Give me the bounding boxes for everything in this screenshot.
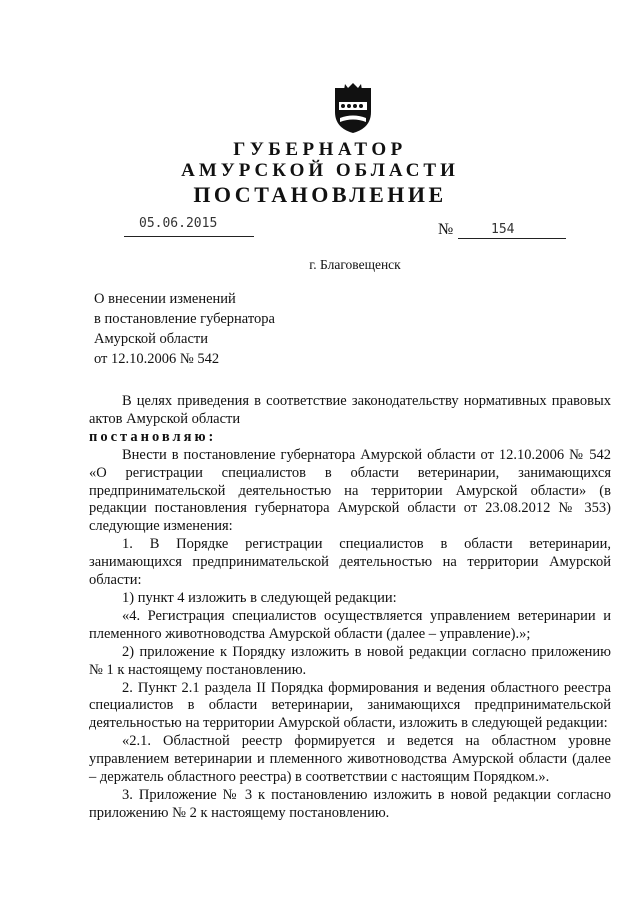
- subject-block: [94, 289, 275, 369]
- body-paragraph: «2.1. Областной реестр формируется и ведется на областном уровне управлением ветеринарии и племенного животноводства Амурской области (далее – держатель областного реестра) в соответствии с настоящим Порядком.».: [89, 733, 611, 786]
- number-underline: [458, 238, 566, 239]
- subject-line: Амурской области: [94, 331, 208, 347]
- governor-title: ГУБЕРНАТОР: [233, 139, 407, 160]
- body-paragraph: 1) пункт 4 изложить в следующей редакции:: [122, 589, 397, 606]
- preamble-paragraph: В целях приведения в соответствие законодательству нормативных правовых актов Амурской области: [89, 393, 611, 427]
- date-underline: [124, 236, 254, 237]
- body-paragraph: 2) приложение к Порядку изложить в новой редакции согласно приложению № 1 к настоящему постановлению.: [89, 643, 611, 678]
- resolve-keyword: постановляю:: [89, 428, 217, 445]
- number-sign: №: [438, 221, 454, 238]
- city-label: г. Благовещенск: [309, 257, 401, 272]
- body-paragraph: 1. В Порядке регистрации специалистов в области ветеринарии, занимающихся предпринимательской деятельностью на территории Амурской области:: [89, 536, 611, 589]
- subject-line: в постановление губернатора: [94, 311, 275, 327]
- document-number: 154: [491, 222, 515, 237]
- body-paragraph: «4. Регистрация специалистов осуществляется управлением ветеринарии и племенного животноводства Амурской области (далее – управление).»;: [89, 607, 611, 642]
- region-title: АМУРСКОЙ ОБЛАСТИ: [181, 160, 459, 181]
- document-date: 05.06.2015: [139, 216, 218, 231]
- body-paragraph: 3. Приложение № 3 к постановлению изложить в новой редакции согласно приложению № 2 к настоящему постановлению.: [89, 786, 611, 821]
- document-type-title: ПОСТАНОВЛЕНИЕ: [193, 182, 447, 207]
- coat-of-arms-emblem: [331, 82, 375, 134]
- document-body: [89, 393, 611, 823]
- subject-line: О внесении изменений: [94, 291, 236, 307]
- body-paragraph: 2. Пункт 2.1 раздела II Порядка формирования и ведения областного реестра специалистов в области ветеринарии, занимающихся предпринимательской деятельностью на территории Амурской области, изложить в следующей редакции:: [89, 679, 611, 732]
- subject-line: от 12.10.2006 № 542: [94, 351, 220, 367]
- body-paragraph: Внести в постановление губернатора Амурской области от 12.10.2006 № 542 «О регистрации специалистов в области ветеринарии, занимающихся предпринимательской деятельностью на территории Амурской области» (в редакции постановления губернатора Амурской области от 23.08.2012 № 353) следующие изменения:: [89, 446, 611, 535]
